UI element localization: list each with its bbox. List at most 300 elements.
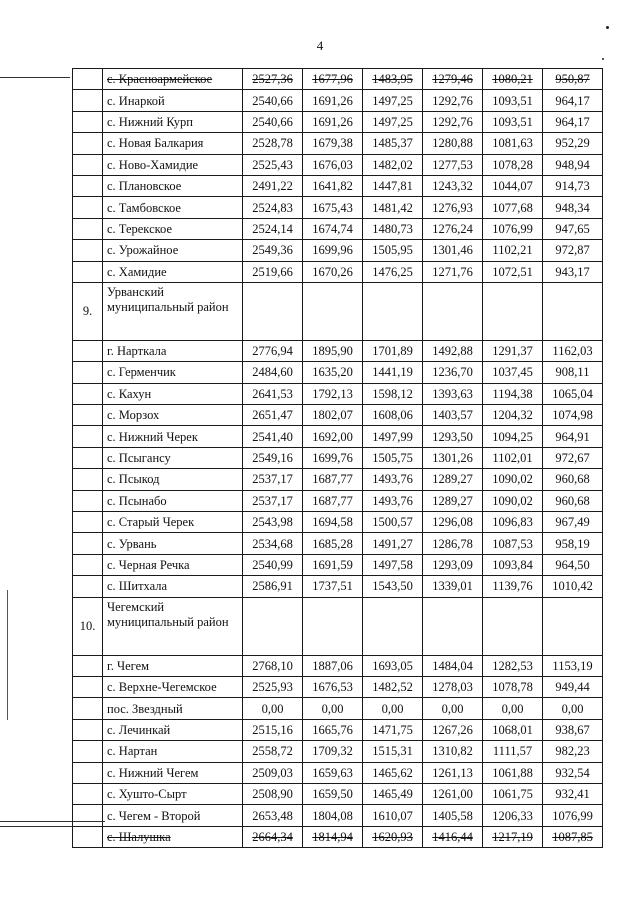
value-cell-6: 949,44 xyxy=(543,676,603,697)
value-cell-4: 1286,78 xyxy=(423,533,483,554)
value-cell-6: 1076,99 xyxy=(543,805,603,826)
settlement-row xyxy=(73,741,603,762)
value-cell-2 xyxy=(303,282,363,340)
value-cell-6: 958,19 xyxy=(543,533,603,554)
value-cell-4: 1310,82 xyxy=(423,741,483,762)
value-cell-3: 0,00 xyxy=(363,698,423,719)
district-name: Чегемский муниципальный район xyxy=(103,597,243,655)
row-index xyxy=(73,783,103,804)
settlement-row xyxy=(73,533,603,554)
value-cell-3: 1480,73 xyxy=(363,218,423,239)
value-cell-5: 1102,01 xyxy=(483,447,543,468)
value-cell-6: 914,73 xyxy=(543,175,603,196)
row-index xyxy=(73,576,103,597)
value-cell-2: 1895,90 xyxy=(303,340,363,361)
value-cell-2: 1679,38 xyxy=(303,133,363,154)
row-index xyxy=(73,554,103,575)
value-cell-2: 1804,08 xyxy=(303,805,363,826)
value-cell-6: 948,94 xyxy=(543,154,603,175)
settlement-name: с. Терекское xyxy=(103,218,243,239)
settlement-row xyxy=(73,826,603,847)
value-cell-3 xyxy=(363,282,423,340)
settlement-row xyxy=(73,90,603,111)
value-cell-2: 1677,96 xyxy=(303,69,363,90)
settlement-name: с. Чегем - Второй xyxy=(103,805,243,826)
value-cell-1: 2653,48 xyxy=(243,805,303,826)
settlement-name: с. Тамбовское xyxy=(103,197,243,218)
row-index xyxy=(73,340,103,361)
value-cell-6: 982,23 xyxy=(543,741,603,762)
value-cell-3: 1497,25 xyxy=(363,90,423,111)
row-index xyxy=(73,111,103,132)
value-cell-2: 1687,77 xyxy=(303,490,363,511)
value-cell-3: 1493,76 xyxy=(363,469,423,490)
value-cell-5: 1078,28 xyxy=(483,154,543,175)
value-cell-5: 1102,21 xyxy=(483,240,543,261)
value-cell-1: 2549,16 xyxy=(243,447,303,468)
tariff-table xyxy=(72,68,603,848)
value-cell-4: 1276,93 xyxy=(423,197,483,218)
value-cell-6: 972,87 xyxy=(543,240,603,261)
settlement-name: с. Нижний Чегем xyxy=(103,762,243,783)
value-cell-5: 1094,25 xyxy=(483,426,543,447)
value-cell-4: 1280,88 xyxy=(423,133,483,154)
value-cell-4: 1289,27 xyxy=(423,469,483,490)
value-cell-1: 2586,91 xyxy=(243,576,303,597)
value-cell-2: 1641,82 xyxy=(303,175,363,196)
row-index xyxy=(73,512,103,533)
settlement-row xyxy=(73,133,603,154)
value-cell-1: 2540,66 xyxy=(243,90,303,111)
row-index xyxy=(73,426,103,447)
value-cell-2: 1670,26 xyxy=(303,261,363,282)
value-cell-4: 1301,46 xyxy=(423,240,483,261)
value-cell-4: 1279,46 xyxy=(423,69,483,90)
value-cell-3: 1497,58 xyxy=(363,554,423,575)
value-cell-1: 2776,94 xyxy=(243,340,303,361)
value-cell-6: 932,54 xyxy=(543,762,603,783)
row-index xyxy=(73,261,103,282)
value-cell-5: 1077,68 xyxy=(483,197,543,218)
value-cell-5: 1061,88 xyxy=(483,762,543,783)
value-cell-1 xyxy=(243,282,303,340)
value-cell-1: 2527,36 xyxy=(243,69,303,90)
value-cell-3: 1505,75 xyxy=(363,447,423,468)
row-index: 10. xyxy=(73,597,103,655)
value-cell-4: 1261,13 xyxy=(423,762,483,783)
row-index xyxy=(73,405,103,426)
value-cell-5: 1076,99 xyxy=(483,218,543,239)
value-cell-1: 2558,72 xyxy=(243,741,303,762)
settlement-name: с. Нижний Черек xyxy=(103,426,243,447)
settlement-row xyxy=(73,175,603,196)
value-cell-6: 950,87 xyxy=(543,69,603,90)
settlement-name: с. Нижний Курп xyxy=(103,111,243,132)
value-cell-3: 1481,42 xyxy=(363,197,423,218)
value-cell-3 xyxy=(363,597,423,655)
value-cell-1 xyxy=(243,597,303,655)
value-cell-1: 2641,53 xyxy=(243,383,303,404)
value-cell-5: 1087,53 xyxy=(483,533,543,554)
settlement-row xyxy=(73,469,603,490)
row-index xyxy=(73,175,103,196)
row-index xyxy=(73,69,103,90)
settlement-row xyxy=(73,426,603,447)
row-index xyxy=(73,655,103,676)
value-cell-4: 1236,70 xyxy=(423,362,483,383)
value-cell-4: 1339,01 xyxy=(423,576,483,597)
value-cell-4: 1289,27 xyxy=(423,490,483,511)
value-cell-6: 1074,98 xyxy=(543,405,603,426)
value-cell-5: 1037,45 xyxy=(483,362,543,383)
value-cell-6: 0,00 xyxy=(543,698,603,719)
settlement-row xyxy=(73,698,603,719)
row-index xyxy=(73,741,103,762)
settlement-name: г. Чегем xyxy=(103,655,243,676)
row-index xyxy=(73,676,103,697)
value-cell-6: 964,17 xyxy=(543,111,603,132)
value-cell-5: 1090,02 xyxy=(483,490,543,511)
settlement-name: с. Хамидие xyxy=(103,261,243,282)
value-cell-4: 1276,24 xyxy=(423,218,483,239)
value-cell-4: 1293,50 xyxy=(423,426,483,447)
settlement-name: пос. Звездный xyxy=(103,698,243,719)
value-cell-3: 1465,62 xyxy=(363,762,423,783)
settlement-name: с. Лечинкай xyxy=(103,719,243,740)
tariff-table-body xyxy=(73,69,603,848)
scan-artifact-line xyxy=(0,77,70,78)
value-cell-3: 1482,02 xyxy=(363,154,423,175)
value-cell-6 xyxy=(543,282,603,340)
value-cell-4 xyxy=(423,597,483,655)
settlement-row xyxy=(73,655,603,676)
value-cell-1: 2540,66 xyxy=(243,111,303,132)
value-cell-1: 2664,34 xyxy=(243,826,303,847)
value-cell-1: 2549,36 xyxy=(243,240,303,261)
settlement-name: с. Черная Речка xyxy=(103,554,243,575)
value-cell-6: 964,50 xyxy=(543,554,603,575)
settlement-name: с. Герменчик xyxy=(103,362,243,383)
row-index xyxy=(73,383,103,404)
row-index xyxy=(73,762,103,783)
value-cell-4: 1278,03 xyxy=(423,676,483,697)
value-cell-2: 1676,03 xyxy=(303,154,363,175)
row-index xyxy=(73,362,103,383)
value-cell-4: 1416,44 xyxy=(423,826,483,847)
value-cell-2: 1694,58 xyxy=(303,512,363,533)
value-cell-3: 1491,27 xyxy=(363,533,423,554)
value-cell-6: 1065,04 xyxy=(543,383,603,404)
scan-margin-line xyxy=(7,590,8,720)
value-cell-5: 1061,75 xyxy=(483,783,543,804)
settlement-name: с. Урвань xyxy=(103,533,243,554)
district-name: Урванский муниципальный район xyxy=(103,282,243,340)
settlement-name: с. Шалушка xyxy=(103,826,243,847)
value-cell-4: 0,00 xyxy=(423,698,483,719)
settlement-row xyxy=(73,512,603,533)
row-index xyxy=(73,490,103,511)
settlement-name: с. Старый Черек xyxy=(103,512,243,533)
value-cell-2: 1737,51 xyxy=(303,576,363,597)
value-cell-4: 1301,26 xyxy=(423,447,483,468)
value-cell-5: 1093,51 xyxy=(483,111,543,132)
row-index xyxy=(73,805,103,826)
settlement-row xyxy=(73,340,603,361)
value-cell-3: 1497,25 xyxy=(363,111,423,132)
value-cell-3: 1497,99 xyxy=(363,426,423,447)
value-cell-6: 947,65 xyxy=(543,218,603,239)
settlement-row xyxy=(73,154,603,175)
settlement-row xyxy=(73,576,603,597)
district-header-row xyxy=(73,282,603,340)
scan-speck xyxy=(602,58,604,60)
settlement-row xyxy=(73,111,603,132)
settlement-row xyxy=(73,783,603,804)
value-cell-4: 1277,53 xyxy=(423,154,483,175)
value-cell-4: 1403,57 xyxy=(423,405,483,426)
row-index xyxy=(73,90,103,111)
value-cell-4: 1267,26 xyxy=(423,719,483,740)
value-cell-2: 1687,77 xyxy=(303,469,363,490)
value-cell-2: 1659,50 xyxy=(303,783,363,804)
value-cell-2: 1699,96 xyxy=(303,240,363,261)
value-cell-1: 2541,40 xyxy=(243,426,303,447)
district-header-row xyxy=(73,597,603,655)
value-cell-2: 1709,32 xyxy=(303,741,363,762)
value-cell-1: 2528,78 xyxy=(243,133,303,154)
settlement-name: с. Новая Балкария xyxy=(103,133,243,154)
value-cell-4: 1492,88 xyxy=(423,340,483,361)
value-cell-6: 932,41 xyxy=(543,783,603,804)
settlement-name: с. Хушто-Сырт xyxy=(103,783,243,804)
value-cell-4: 1271,76 xyxy=(423,261,483,282)
value-cell-1: 2519,66 xyxy=(243,261,303,282)
value-cell-6: 952,29 xyxy=(543,133,603,154)
value-cell-2: 1691,26 xyxy=(303,111,363,132)
settlement-row xyxy=(73,197,603,218)
row-index xyxy=(73,240,103,261)
value-cell-1: 2651,47 xyxy=(243,405,303,426)
value-cell-3: 1471,75 xyxy=(363,719,423,740)
value-cell-6: 938,67 xyxy=(543,719,603,740)
value-cell-5: 1090,02 xyxy=(483,469,543,490)
value-cell-4: 1393,63 xyxy=(423,383,483,404)
value-cell-5: 1204,32 xyxy=(483,405,543,426)
value-cell-5: 1194,38 xyxy=(483,383,543,404)
value-cell-6: 967,49 xyxy=(543,512,603,533)
value-cell-1: 2515,16 xyxy=(243,719,303,740)
settlement-name: с. Шитхала xyxy=(103,576,243,597)
settlement-row xyxy=(73,554,603,575)
settlement-name: с. Псынабо xyxy=(103,490,243,511)
settlement-name: с. Инаркой xyxy=(103,90,243,111)
row-index xyxy=(73,533,103,554)
value-cell-3: 1483,95 xyxy=(363,69,423,90)
value-cell-1: 2509,03 xyxy=(243,762,303,783)
value-cell-6 xyxy=(543,597,603,655)
settlement-row xyxy=(73,240,603,261)
value-cell-2: 1699,76 xyxy=(303,447,363,468)
value-cell-5: 1044,07 xyxy=(483,175,543,196)
value-cell-4: 1292,76 xyxy=(423,111,483,132)
value-cell-5: 1093,51 xyxy=(483,90,543,111)
value-cell-4: 1292,76 xyxy=(423,90,483,111)
value-cell-3: 1701,89 xyxy=(363,340,423,361)
settlement-name: с. Красноармейское xyxy=(103,69,243,90)
row-index xyxy=(73,698,103,719)
value-cell-1: 2540,99 xyxy=(243,554,303,575)
value-cell-1: 2534,68 xyxy=(243,533,303,554)
value-cell-5: 1068,01 xyxy=(483,719,543,740)
value-cell-2: 1635,20 xyxy=(303,362,363,383)
settlement-name: с. Морзох xyxy=(103,405,243,426)
value-cell-5: 1093,84 xyxy=(483,554,543,575)
value-cell-3: 1505,95 xyxy=(363,240,423,261)
row-index xyxy=(73,469,103,490)
value-cell-5: 1291,37 xyxy=(483,340,543,361)
value-cell-5 xyxy=(483,282,543,340)
row-index: 9. xyxy=(73,282,103,340)
page-number: 4 xyxy=(316,38,324,53)
value-cell-4: 1296,08 xyxy=(423,512,483,533)
value-cell-6: 964,17 xyxy=(543,90,603,111)
value-cell-3: 1500,57 xyxy=(363,512,423,533)
value-cell-6: 960,68 xyxy=(543,469,603,490)
settlement-row xyxy=(73,383,603,404)
settlement-row xyxy=(73,719,603,740)
value-cell-2: 1691,59 xyxy=(303,554,363,575)
settlement-row xyxy=(73,805,603,826)
row-index xyxy=(73,719,103,740)
value-cell-2: 1659,63 xyxy=(303,762,363,783)
value-cell-3: 1608,06 xyxy=(363,405,423,426)
value-cell-2 xyxy=(303,597,363,655)
value-cell-4: 1293,09 xyxy=(423,554,483,575)
value-cell-3: 1620,93 xyxy=(363,826,423,847)
value-cell-2: 1814,94 xyxy=(303,826,363,847)
value-cell-5: 1078,78 xyxy=(483,676,543,697)
value-cell-5: 0,00 xyxy=(483,698,543,719)
value-cell-3: 1447,81 xyxy=(363,175,423,196)
value-cell-1: 2525,43 xyxy=(243,154,303,175)
value-cell-5 xyxy=(483,597,543,655)
value-cell-4 xyxy=(423,282,483,340)
value-cell-1: 2543,98 xyxy=(243,512,303,533)
row-index xyxy=(73,218,103,239)
settlement-row xyxy=(73,218,603,239)
settlement-row xyxy=(73,676,603,697)
value-cell-3: 1482,52 xyxy=(363,676,423,697)
value-cell-1: 2768,10 xyxy=(243,655,303,676)
settlement-name: с. Плановское xyxy=(103,175,243,196)
value-cell-6: 1162,03 xyxy=(543,340,603,361)
settlement-name: с. Ново-Хамидие xyxy=(103,154,243,175)
value-cell-4: 1261,00 xyxy=(423,783,483,804)
value-cell-3: 1485,37 xyxy=(363,133,423,154)
value-cell-3: 1441,19 xyxy=(363,362,423,383)
value-cell-5: 1282,53 xyxy=(483,655,543,676)
value-cell-6: 1010,42 xyxy=(543,576,603,597)
value-cell-5: 1080,21 xyxy=(483,69,543,90)
settlement-name: с. Урожайное xyxy=(103,240,243,261)
value-cell-6: 908,11 xyxy=(543,362,603,383)
value-cell-2: 1792,13 xyxy=(303,383,363,404)
value-cell-5: 1217,19 xyxy=(483,826,543,847)
value-cell-2: 1802,07 xyxy=(303,405,363,426)
row-index xyxy=(73,447,103,468)
value-cell-3: 1693,05 xyxy=(363,655,423,676)
value-cell-2: 1692,00 xyxy=(303,426,363,447)
value-cell-1: 2508,90 xyxy=(243,783,303,804)
value-cell-1: 2524,14 xyxy=(243,218,303,239)
value-cell-6: 948,34 xyxy=(543,197,603,218)
row-index xyxy=(73,133,103,154)
settlement-row xyxy=(73,405,603,426)
value-cell-1: 0,00 xyxy=(243,698,303,719)
row-index xyxy=(73,197,103,218)
value-cell-1: 2491,22 xyxy=(243,175,303,196)
value-cell-6: 964,91 xyxy=(543,426,603,447)
settlement-row xyxy=(73,447,603,468)
settlement-name: с. Нартан xyxy=(103,741,243,762)
value-cell-2: 1685,28 xyxy=(303,533,363,554)
value-cell-2: 1691,26 xyxy=(303,90,363,111)
value-cell-5: 1081,63 xyxy=(483,133,543,154)
value-cell-3: 1515,31 xyxy=(363,741,423,762)
value-cell-6: 972,67 xyxy=(543,447,603,468)
value-cell-4: 1243,32 xyxy=(423,175,483,196)
value-cell-1: 2524,83 xyxy=(243,197,303,218)
value-cell-4: 1484,04 xyxy=(423,655,483,676)
value-cell-6: 960,68 xyxy=(543,490,603,511)
value-cell-3: 1493,76 xyxy=(363,490,423,511)
value-cell-1: 2484,60 xyxy=(243,362,303,383)
row-index xyxy=(73,154,103,175)
value-cell-3: 1465,49 xyxy=(363,783,423,804)
settlement-row xyxy=(73,762,603,783)
value-cell-3: 1598,12 xyxy=(363,383,423,404)
value-cell-6: 1153,19 xyxy=(543,655,603,676)
value-cell-2: 1676,53 xyxy=(303,676,363,697)
scan-speck xyxy=(606,26,609,29)
value-cell-2: 1674,74 xyxy=(303,218,363,239)
value-cell-3: 1476,25 xyxy=(363,261,423,282)
value-cell-1: 2537,17 xyxy=(243,490,303,511)
value-cell-5: 1139,76 xyxy=(483,576,543,597)
settlement-row xyxy=(73,261,603,282)
value-cell-5: 1096,83 xyxy=(483,512,543,533)
value-cell-3: 1610,07 xyxy=(363,805,423,826)
value-cell-6: 1087,85 xyxy=(543,826,603,847)
value-cell-2: 1665,76 xyxy=(303,719,363,740)
row-index xyxy=(73,826,103,847)
value-cell-2: 1887,06 xyxy=(303,655,363,676)
settlement-row xyxy=(73,362,603,383)
value-cell-5: 1111,57 xyxy=(483,741,543,762)
settlement-name: с. Псыгансу xyxy=(103,447,243,468)
settlement-row xyxy=(73,490,603,511)
value-cell-1: 2525,93 xyxy=(243,676,303,697)
value-cell-1: 2537,17 xyxy=(243,469,303,490)
value-cell-4: 1405,58 xyxy=(423,805,483,826)
value-cell-2: 1675,43 xyxy=(303,197,363,218)
settlement-row xyxy=(73,69,603,90)
value-cell-3: 1543,50 xyxy=(363,576,423,597)
value-cell-5: 1072,51 xyxy=(483,261,543,282)
settlement-name: с. Псыкод xyxy=(103,469,243,490)
settlement-name: с. Верхне-Чегемское xyxy=(103,676,243,697)
settlement-name: г. Нарткала xyxy=(103,340,243,361)
